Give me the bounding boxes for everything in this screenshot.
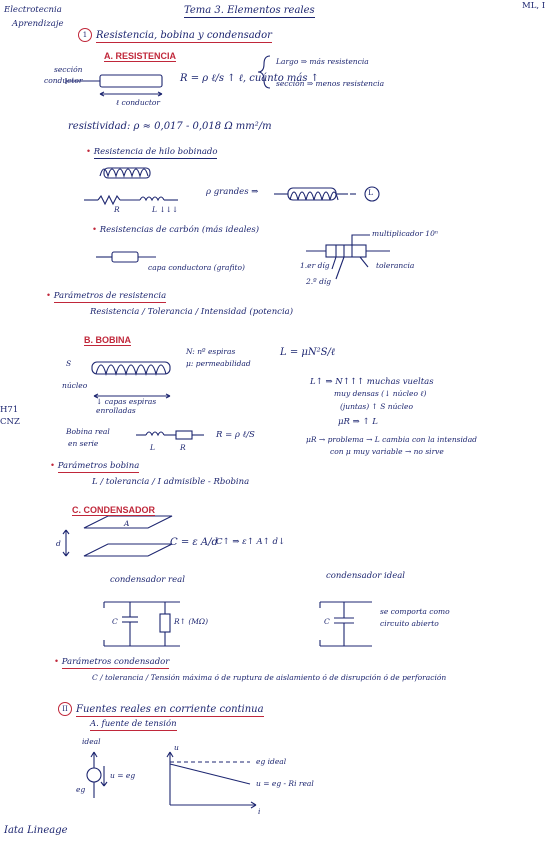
real-coil-label: en serie <box>68 439 99 448</box>
coil-l-label: L <box>150 443 155 452</box>
carbon-heading <box>92 226 259 235</box>
label-conductor: conductor <box>44 76 83 85</box>
voltage-source-title: A. fuente de tensión <box>90 719 177 729</box>
label-l: L ↓↓↓ <box>152 205 179 214</box>
section-title: Fuentes reales en corriente continua <box>76 703 264 715</box>
real-line-label: u = eg - Ri real <box>256 779 314 788</box>
params-res: Resistencia / Tolerancia / Intensidad (potencia) <box>90 307 294 317</box>
section-1-heading <box>78 28 272 42</box>
voltage-source-drawing <box>87 752 107 798</box>
section-title: Resistencia, bobina y condensador <box>96 29 272 41</box>
ideal-c-label: C <box>324 617 330 626</box>
layers-label: ↓ capas espiras enrolladas <box>96 397 157 415</box>
params-cap-title: Parámetros condensador <box>61 657 170 667</box>
coil-drawing <box>92 362 170 398</box>
wire-wound-label: Resistencia de hilo bobinado <box>93 147 218 157</box>
mu-label: μ: permeabilidad <box>186 359 251 368</box>
section-number: 1 <box>78 28 92 42</box>
corner-code: ML, I <box>522 1 546 11</box>
subsection-title: A. RESISTENCIA <box>104 51 177 61</box>
ideal-capacitor-label: condensador ideal <box>326 571 406 581</box>
inductance-formula: L = μN²S/ℓ <box>280 347 336 358</box>
note-more-resistance: Largo ⇒ más resistencia <box>276 57 369 66</box>
core-label: núcleo <box>62 381 88 390</box>
u-eq-label: u = eg <box>110 771 136 780</box>
note-less-resistance: sección ⇒ menos resistencia <box>276 79 385 88</box>
label-r: R <box>114 205 120 214</box>
real-coil-drawing <box>136 431 204 439</box>
params-res-title: Parámetros de resistencia <box>53 291 167 301</box>
resistivity-value: resistividad: ρ ≈ 0,017 - 0,018 Ω mm²/m <box>68 121 272 132</box>
coil-r-label: R <box>180 443 186 452</box>
params-coil-title: Parámetros bobina <box>57 461 140 471</box>
real-c-label: C <box>112 617 118 626</box>
rho-large-label: ρ grandes ⇒ <box>206 187 259 197</box>
params-coil-heading <box>50 462 139 471</box>
margin-code: CNZ <box>0 417 20 427</box>
digit1-label: 1.er díg <box>300 261 330 270</box>
bullet-icon <box>46 291 54 301</box>
margin-note: Aprendizaje <box>12 19 64 29</box>
wire-wound-heading <box>86 148 217 157</box>
plate-area: A <box>124 519 130 528</box>
carbon-resistor-drawing <box>96 235 390 279</box>
bullet-icon <box>86 147 94 157</box>
bullet-icon <box>54 657 62 667</box>
eg-ideal-label: eg ideal <box>256 757 287 766</box>
resistance-formula: R = ρ ℓ/s ↑ ℓ, cuánto más ↑ <box>180 73 320 84</box>
eg-label: eg <box>76 785 86 794</box>
ui-graph <box>167 752 256 808</box>
axis-u: u <box>174 743 179 752</box>
label-length: ℓ conductor <box>116 98 161 107</box>
ideal-label: ideal <box>82 737 101 746</box>
symbol-l: L <box>368 188 373 197</box>
section-number: II <box>58 702 72 716</box>
dense-note: muy densas (↓ núcleo ℓ) <box>334 389 427 398</box>
bobina-title: B. BOBINA <box>84 335 131 345</box>
bottom-note: Iata Lineage <box>4 825 68 836</box>
params-cap: C / tolerancia / Tensión máxima ó de ruptura de aislamiento ó de disrupción ó de perforación <box>92 673 447 682</box>
plate-distance: d <box>56 539 61 548</box>
layer-label: capa conductora (grafito) <box>148 263 245 272</box>
label-section: sección <box>54 65 83 74</box>
section-2-heading <box>58 702 264 716</box>
multiplier-label: multiplicador 10ⁿ <box>372 229 438 238</box>
params-res-heading <box>46 292 166 301</box>
real-r-label: R↑ (MΩ) <box>174 617 209 626</box>
circuit-note: circuito abierto <box>380 619 439 628</box>
params-cap-heading <box>54 658 169 667</box>
together-note: (juntas) ↑ S núcleo <box>340 402 413 411</box>
problem-note: μR → problema → L cambia con la intensidad <box>306 435 477 444</box>
params-coil: L / tolerancia / I admisible - Rbobina <box>92 477 250 487</box>
coil-r-formula: R = ρ ℓ/S <box>216 430 255 440</box>
n-turns: N: nº espiras <box>186 347 236 356</box>
variable-note: con μ muy variable → no sirve <box>330 447 444 456</box>
rho-large-coil-drawing <box>274 187 379 201</box>
real-coil-label: Bobina real <box>66 427 110 436</box>
digit2-label: 2.º díg <box>306 277 332 286</box>
bullet-icon <box>92 225 100 235</box>
carbon-label: Resistencias de carbón (más ideales) <box>99 225 260 235</box>
tolerance-label: tolerancia <box>376 261 415 270</box>
condensador-title: C. CONDENSADOR <box>72 505 156 515</box>
capacitor-plates-drawing <box>63 516 172 556</box>
page-title: Tema 3. Elementos reales <box>184 5 315 16</box>
margin-note: Electrotecnia <box>4 5 62 15</box>
real-capacitor-label: condensador real <box>110 575 185 585</box>
capacitance-formula: C = ε A/d <box>170 537 218 548</box>
margin-code: H71 <box>0 405 19 415</box>
mu-r-note: μR ⇒ ↑ L <box>338 417 378 427</box>
bullet-icon <box>50 461 58 471</box>
capacitance-increase: C↑ ⇒ ε↑ A↑ d↓ <box>216 537 286 547</box>
axis-i: i <box>258 807 261 816</box>
many-turns: L↑ ⇒ N↑↑↑ muchas vueltas <box>310 377 434 387</box>
core-s: S <box>66 359 72 368</box>
circuit-note: se comporta como <box>380 607 450 616</box>
wire-wound-drawing <box>84 168 178 204</box>
